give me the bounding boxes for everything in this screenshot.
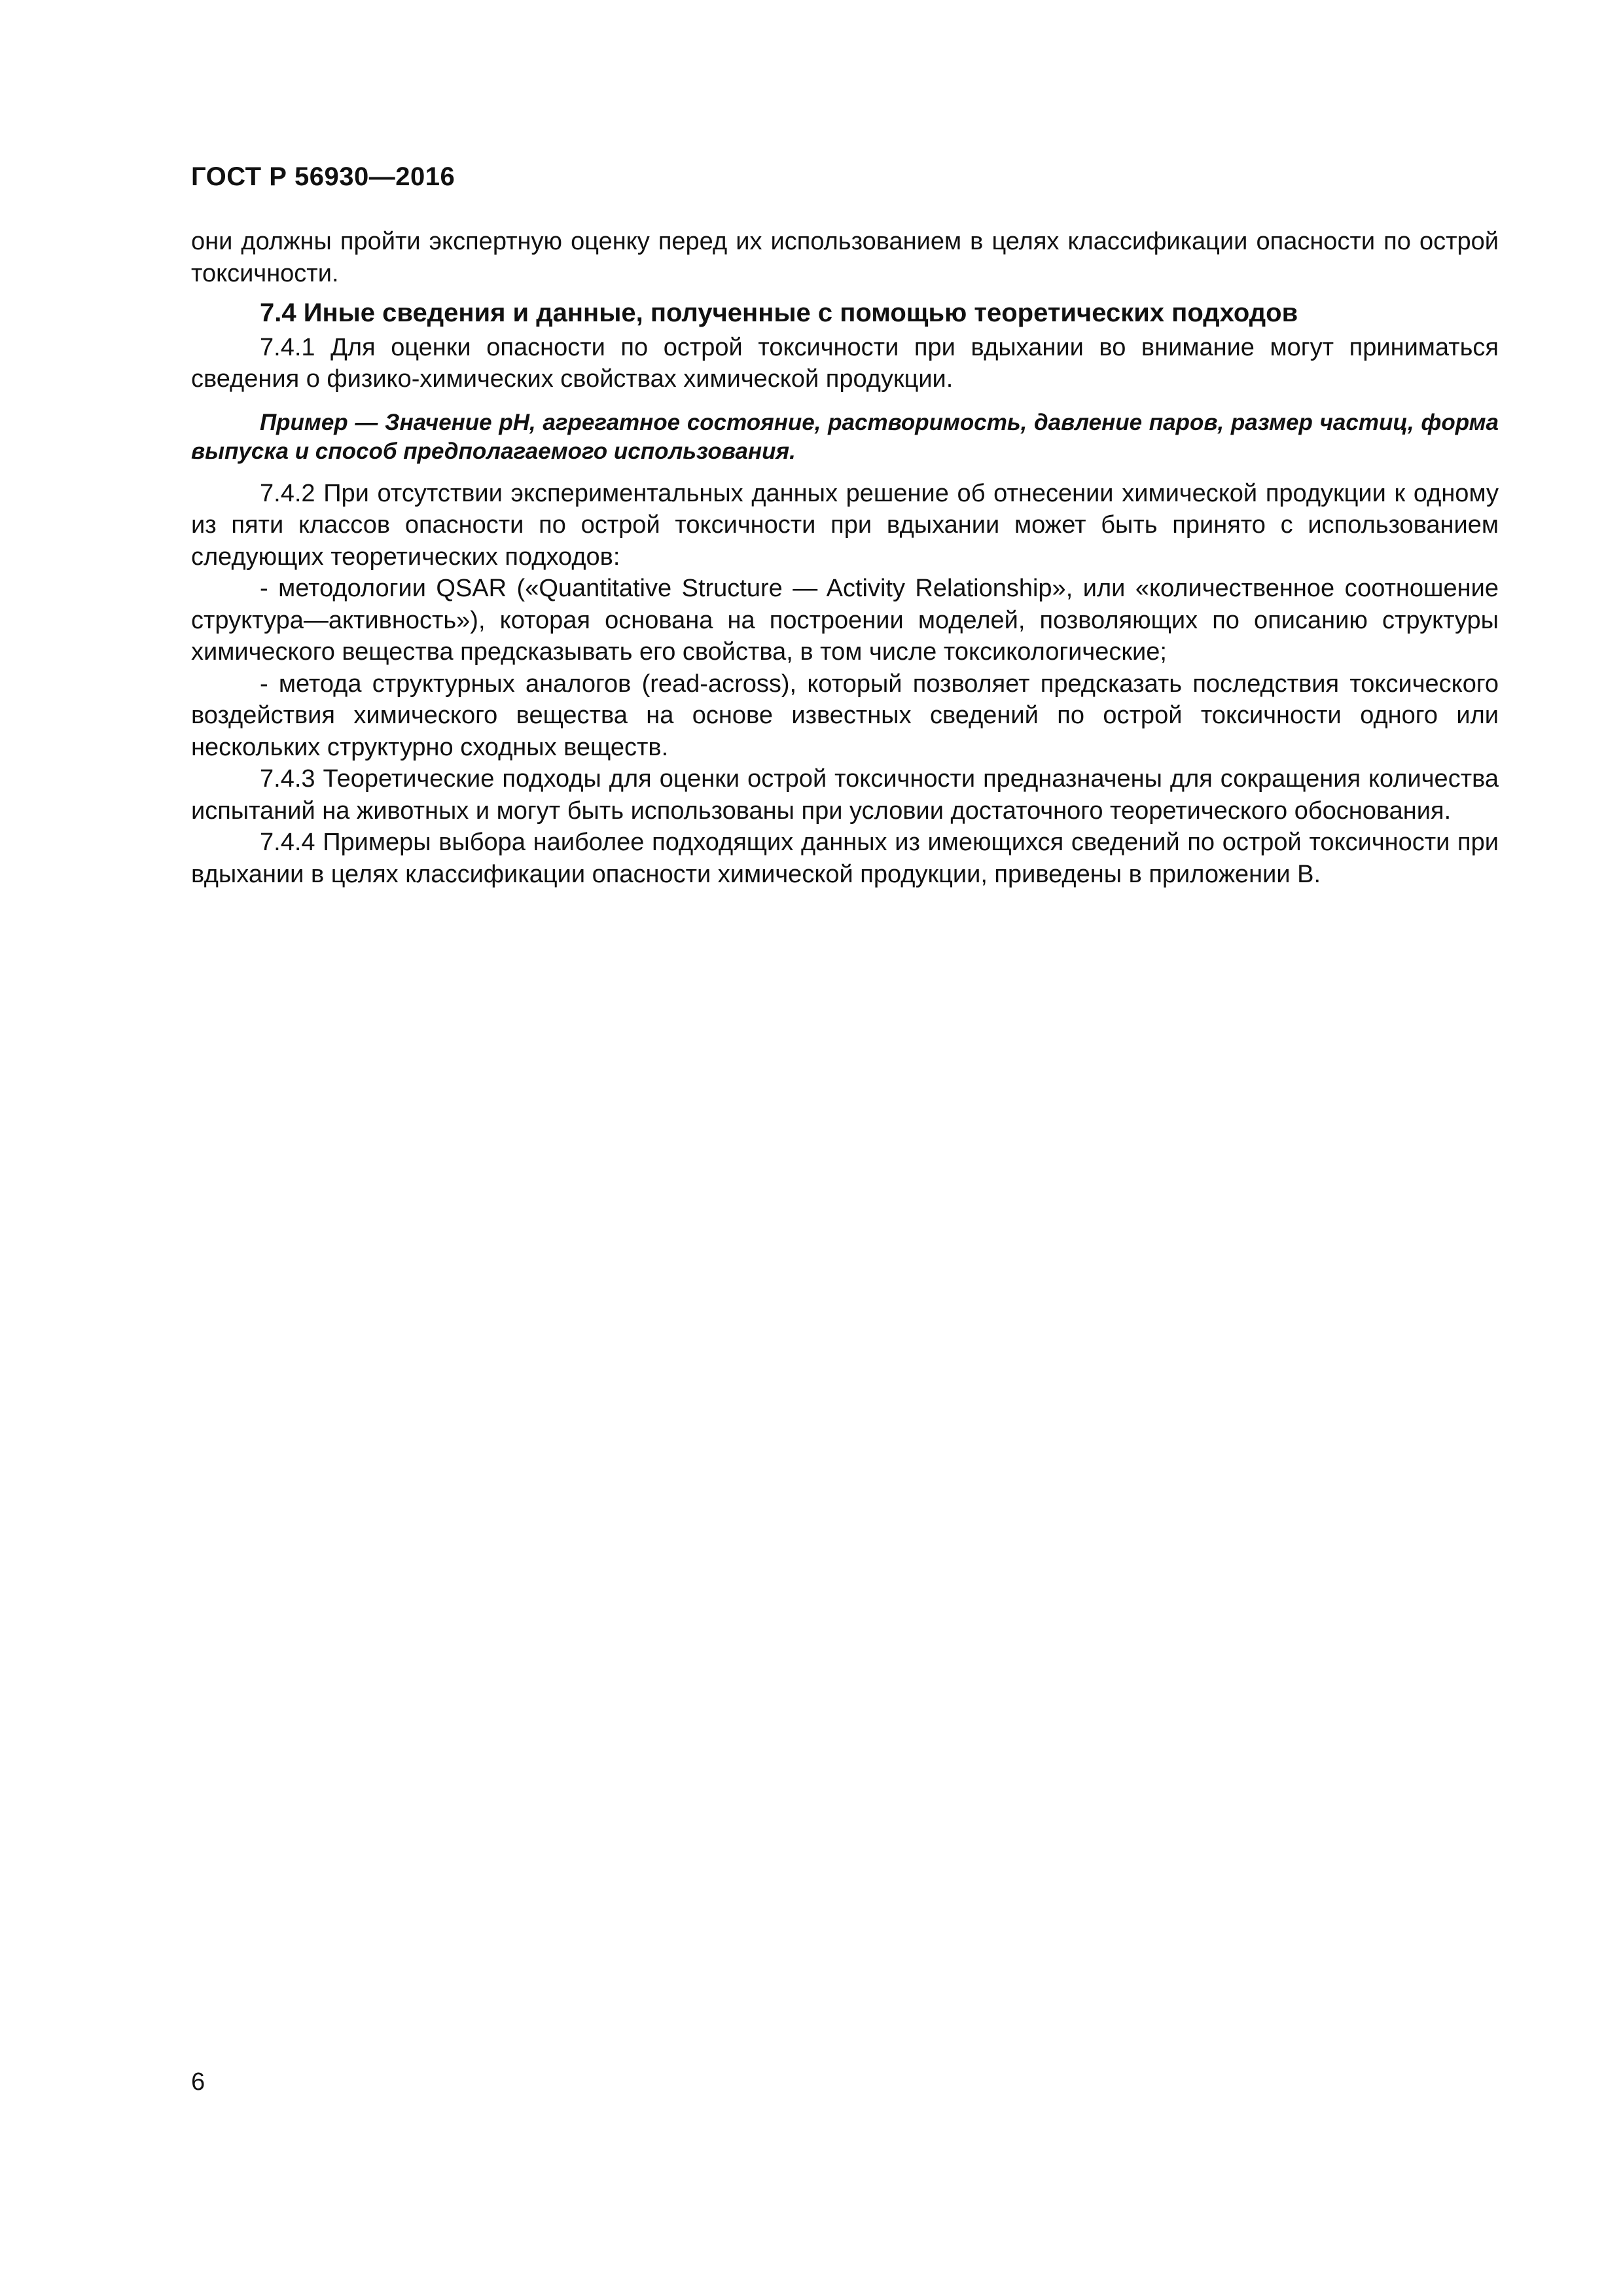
paragraph-7-4-2: 7.4.2 При отсутствии экспериментальных данных решение об отнесении химической продукции к одному из пяти классов опасности по острой токсичности при вдыхании может быть принято с использованием следующих теоретических подходов: [191, 479, 1499, 571]
document-header: ГОСТ Р 56930—2016 [191, 162, 455, 191]
list-item-read-across: - метода структурных аналогов (read-across), который позволяет предсказать последствия токсического воздействия химического вещества на основе известных сведений по острой токсичности одного или нескольких структурно сходных веществ. [191, 670, 1499, 761]
paragraph-7-4-1: 7.4.1 Для оценки опасности по острой токсичности при вдыхании во внимание могут приниматься сведения о физико-химических свойствах химической продукции. [191, 333, 1499, 393]
paragraph-intro: они должны пройти экспертную оценку перед их использованием в целях классификации опасности по острой токсичности. [191, 228, 1499, 287]
example-note: Пример — Значение pH, агрегатное состояние, растворимость, давление паров, размер частиц, форма выпуска и способ предполагаемого использования. [191, 409, 1499, 464]
paragraph-7-4-4: 7.4.4 Примеры выбора наиболее подходящих данных из имеющихся сведений по острой токсичности при вдыхании в целях классификации опасности химической продукции, приведены в приложении В. [191, 829, 1499, 888]
document-body [191, 226, 1499, 890]
paragraph-7-4-3: 7.4.3 Теоретические подходы для оценки острой токсичности предназначены для сокращения количества испытаний на животных и могут быть использованы при условии достаточного теоретического обоснования. [191, 765, 1499, 825]
list-item-qsar: - методологии QSAR («Quantitative Structure — Activity Relationship», или «количественное соотношение структура—активность»), которая основана на построении моделей, позволяющих по описанию структуры химического вещества предсказывать его свойства, в том числе токсикологические; [191, 575, 1499, 666]
section-title-7-4: 7.4 Иные сведения и данные, полученные с помощью теоретических подходов [260, 298, 1298, 327]
page-number: 6 [191, 2068, 205, 2096]
